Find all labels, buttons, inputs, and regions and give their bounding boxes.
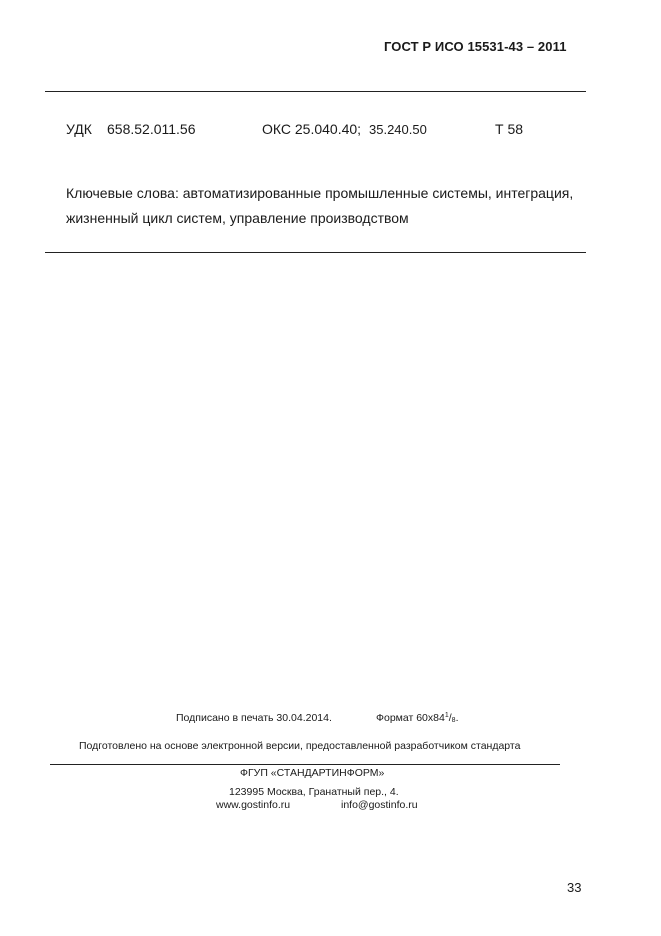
publisher-email: info@gostinfo.ru xyxy=(341,799,418,811)
format-sup: 1 xyxy=(444,712,449,719)
standard-code: ГОСТ Р ИСО 15531-43 – 2011 xyxy=(384,39,567,54)
udk-value: 658.52.011.56 xyxy=(107,121,196,137)
paper-format: Формат $60x84^1/_8$. xyxy=(376,712,459,724)
keywords-paragraph: Ключевые слова: автоматизированные промышленные системы, интеграция, жизненный цикл систем, управление производством xyxy=(66,185,574,226)
page-number: 33 xyxy=(567,880,582,895)
top-divider xyxy=(45,91,586,92)
format-label: Формат 60x84 xyxy=(376,712,445,724)
prepared-note: Подготовлено на основе электронной версии, предоставленной разработчиком стандарта xyxy=(79,740,521,752)
format-sub: 8 xyxy=(451,717,456,724)
publisher-address: 123995 Москва, Гранатный пер., 4. xyxy=(229,786,399,798)
oks-value: ОКС 25.040.40; xyxy=(262,121,362,137)
imprint-divider xyxy=(50,764,560,765)
format-end: . xyxy=(455,712,459,724)
publisher-website: www.gostinfo.ru xyxy=(216,799,291,811)
udk-label: УДК xyxy=(66,121,92,137)
signed-date: Подписано в печать 30.04.2014. xyxy=(176,712,332,724)
middle-divider xyxy=(45,252,586,253)
t-code: Т 58 xyxy=(495,121,524,137)
oks-extra-value: 35.240.50 xyxy=(369,122,427,137)
publisher-name: ФГУП «СТАНДАРТИНФОРМ» xyxy=(240,767,385,779)
